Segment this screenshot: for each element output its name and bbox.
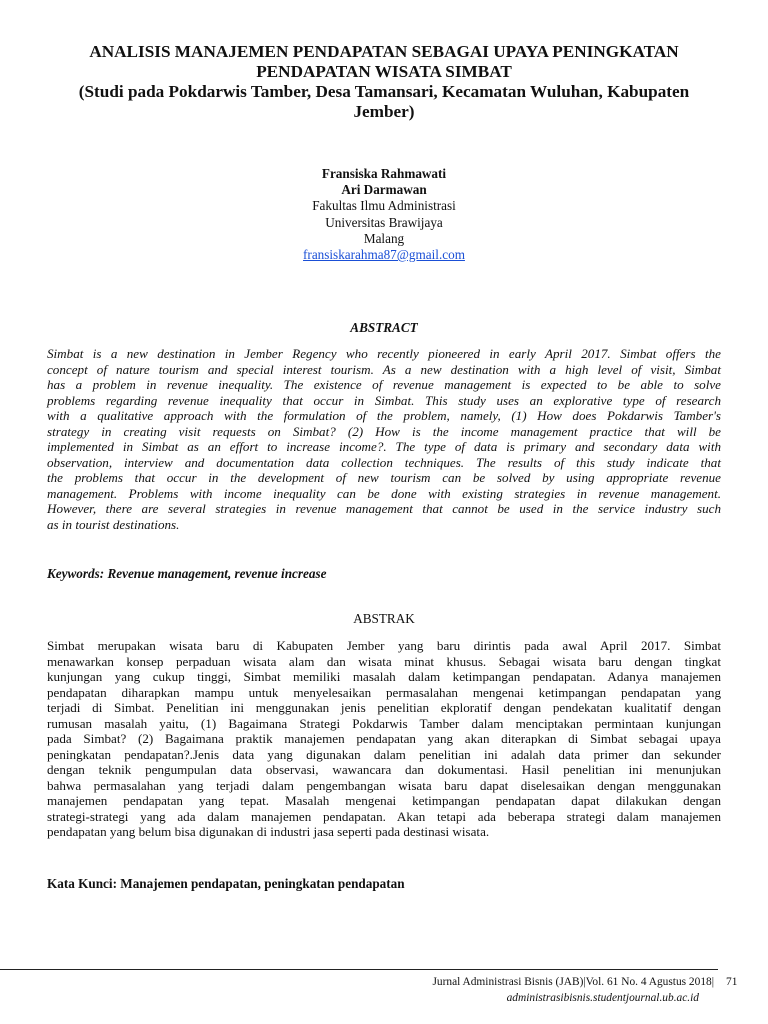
- title-line-2: PENDAPATAN WISATA SIMBAT: [256, 62, 512, 81]
- author-email-link[interactable]: fransiskarahma87@gmail.com: [303, 247, 465, 263]
- abstrak-line: peningkatan pendapatan?.Jenis data yang digunakan dalam penelitian ini adalah data primer dan sekunder: [47, 746, 721, 762]
- abstrak-line: strategi-strategi yang ada dalam manajemen pendapatan. Akan tetapi ada beberapa strategi dalam manajemen: [47, 808, 721, 824]
- author-city: Malang: [363, 230, 405, 246]
- author-block: [0, 166, 768, 263]
- author-faculty: Fakultas Ilmu Administrasi: [312, 198, 456, 214]
- abstrak-line: pendapatan yang belum bisa digunakan di industri jasa seperti pada destinasi wisata.: [47, 824, 490, 839]
- abstrak-body: [47, 638, 721, 840]
- abstract-line: has a problem in revenue inequality. The existence of revenue management is expected to be able to solve: [47, 377, 721, 392]
- abstrak-line: menawarkan konsep perpaduan wisata alam dan wisata minat khusus. Sebagai wisata baru dengan tingkat: [47, 653, 721, 669]
- title-line-1: ANALISIS MANAJEMEN PENDAPATAN SEBAGAI UPAYA PENINGKATAN: [89, 42, 679, 61]
- footer-website: administrasibisnis.studentjournal.ub.ac.id: [506, 992, 699, 1004]
- title-line-4: Jember): [353, 102, 415, 121]
- footer-journal-info: Jurnal Administrasi Bisnis (JAB)|Vol. 61 No. 4 Agustus 2018|: [432, 976, 714, 988]
- paper-title: [40, 42, 728, 122]
- abstract-line: management. Problems with income inequality can be done with existing strategies in revenue management.: [47, 485, 721, 501]
- abstract-line: with a qualitative approach with the formulation of the problem, namely, (1) How does Pokdarwis Tamber's: [47, 408, 721, 423]
- abstract-line: as in tourist destinations.: [47, 516, 180, 532]
- abstract-line: problems regarding revenue inequality that occur in Simbat. This study uses an explorative type of research: [47, 392, 721, 408]
- abstrak-line: rumusan masalah yaitu, (1) Bagaimana Strategi Pokdarwis Tamber dalam menciptakan permintaan kunjungan: [47, 715, 721, 731]
- page-number: 71: [726, 976, 738, 988]
- abstrak-line: dengan teknik pengumpulan data observasi, wawancara dan dokumentasi. Hasil penelitian ini menunjukan: [47, 762, 721, 777]
- abstrak-line: pada Simbat? (2) Bagaimana praktik manajemen pendapatan yang akan diterapkan di Simbat sebagai upaya: [47, 731, 721, 746]
- abstract-heading: ABSTRACT: [350, 320, 418, 335]
- abstrak-heading: ABSTRAK: [353, 611, 415, 626]
- title-line-3: (Studi pada Pokdarwis Tamber, Desa Tamansari, Kecamatan Wuluhan, Kabupaten: [78, 82, 690, 101]
- abstract-line: the problems that occur in the development of new tourism can be solved by using appropriate revenue: [47, 470, 721, 485]
- abstract-body: [47, 346, 721, 532]
- abstract-line: strategy in creating visit requests on Simbat? (2) How is the income management practice that will be: [47, 423, 721, 439]
- abstrak-line: pendapatan diharapkan mampu untuk menyelesaikan permasalahan mengenai ketimpangan pendapatan yang: [47, 684, 721, 700]
- abstract-line: Simbat is a new destination in Jember Regency who recently pioneered in early April 2017. Simbat offers the: [47, 346, 721, 361]
- footer-divider: [0, 969, 718, 970]
- author-name-2: Ari Darmawan: [341, 182, 427, 198]
- author-university: Universitas Brawijaya: [325, 214, 443, 230]
- abstrak-line: bahwa permasalahan yang terjadi dalam pengembangan wisata baru dapat diselesaikan dengan menggunakan: [47, 777, 721, 793]
- author-name-1: Fransiska Rahmawati: [321, 166, 447, 181]
- abstrak-keywords: Kata Kunci: Manajemen pendapatan, peningkatan pendapatan: [47, 876, 405, 891]
- abstract-keywords: Keywords: Revenue management, revenue increase: [47, 566, 327, 581]
- abstrak-line: manajemen pendapatan yang tepat. Masalah mengenai ketimpangan pendapatan dapat dilakukan dengan: [47, 793, 721, 808]
- abstrak-line: Simbat merupakan wisata baru di Kabupaten Jember yang baru dirintis pada awal April 2017. Simbat: [47, 638, 721, 653]
- abstrak-line: kunjungan yang cukup tinggi, Simbat memiliki masalah dalam ketimpangan pendapatan. Adanya manajemen: [47, 669, 721, 684]
- abstract-line: implemented in Simbat as an effort to increase income?. The type of data is primary and secondary data with: [47, 439, 721, 454]
- abstract-line: observation, interview and documentation data collection techniques. The results of this study indicate that: [47, 454, 721, 470]
- abstract-line: However, there are several strategies in revenue management that cannot be used in the service industry such: [47, 501, 721, 516]
- abstract-line: concept of nature tourism and special interest tourism. As a new destination with a high level of visit, Simbat: [47, 361, 721, 377]
- abstrak-line: terjadi di Simbat. Penelitian ini menggunakan jenis penelitian ekploratif dengan pendekatan kualitatif dengan: [47, 700, 721, 715]
